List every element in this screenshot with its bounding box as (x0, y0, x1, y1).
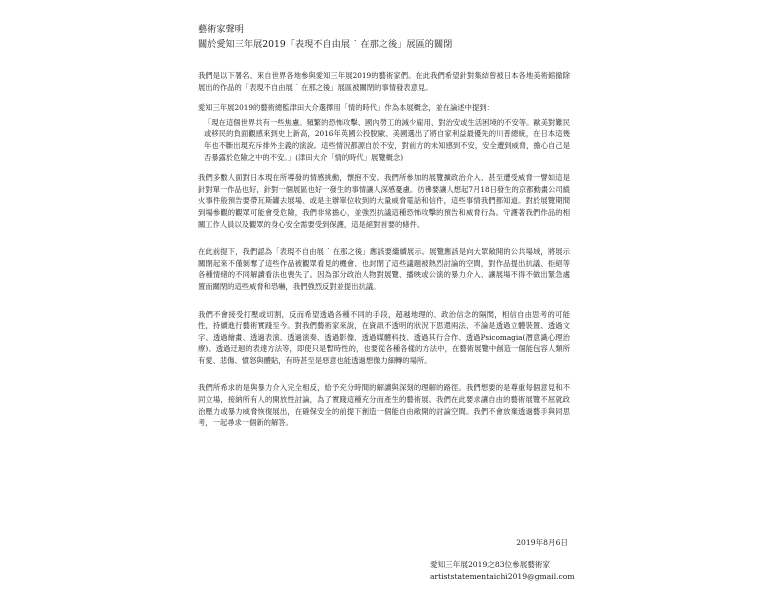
paragraph-concept-intro: 愛知三年展2019的藝術總監津田大介選擇用「情的時代」作為本展概念，並在論述中提到： (198, 103, 494, 113)
document-subtitle: 關於愛知三年展2019「表現不自由展 ˙ 在那之後」展區的關閉 (198, 39, 453, 50)
paragraph-demand: 在此前提下，我們認為「表現不自由展 ˙ 在那之後」應該要繼續展示。展覽應該是向大眾敞開的公共場域，將展示關閉起來不僅剝奪了這些作品被觀眾看見的機會、也封閉了這些議題被熱烈討論的空間，對作品提出抗議、拒絕等各種情緒的不同解讀看法也喪失了。因為部分政治人物對展覽、播映或公演的暴力介入、讓展場不得不做出緊急處置而關閉的這些威脅和恐嚇，我們強烈反對並提出抗議。 (198, 247, 570, 291)
signature-block (430, 559, 575, 582)
paragraph-conclusion: 我們所希求的是與暴力介入完全相反，給予充分時間的解讀與深刻的理解的路徑。我們想要的是尊重每個意見和不同立場，接納所有人的開放性討論，為了實踐這種充分而產生的藝術展。我們在此要求讓自由的藝術展覽不屈就政治壓力或暴力威脅恢復展出，在確保安全的前提下創造一個能自由敞開的討論空間。我們不會放棄透過藝手與同思考，一起尋求一個新的解答。 (198, 383, 570, 428)
document-title: 藝術家聲明 (198, 24, 244, 35)
paragraph-intro: 我們是以下署名、來自世界各地參與愛知三年展2019的藝術家們。在此我們希望針對集結曾被日本各地美術館撤除展出的作品的「表現不自由展 ˙ 在那之後」展區被關閉的事情發表意見。 (198, 71, 570, 92)
document-date: 2019年8月6日 (516, 538, 568, 547)
signature-name: 愛知三年展2019之83位參展藝術家 (430, 560, 551, 569)
paragraph-practice: 我們不會接受打壓或切割，反而希望透過各種不同的手段，超越地理的、政治信念的隔閡，相信自由思考的可能性，持續進行藝術實踐至今。對我們藝術家來說，在資訊不透明的狀況下思還兩法、不論是透過立體裝置、透過文字、透過繪畫、透過表演、透過演奏、透過影像、透過媒體科技、透過其行合作、透過Psicomagia(潛意識心理治療)、透過迂迴的表達方法等，即使只是暫時性的，也要從各種各樣的方法中，在藝術展覽中創造一個能包容人類所有愛、悲傷、憤怒與體貼，有時甚至是惡意也能透過想像力細轉的場所。 (198, 309, 570, 365)
document-header (198, 22, 578, 52)
document-body (198, 70, 570, 429)
paragraph-concerns: 我們多數人面對日本現在所導發的情感挑動，懷抱不安。我們所參加的展覽擴政治介入、甚至遭受威脅一譬如這是針對單一作品也好，針對一個展區也好一發生的事情讓人深感憂慮。彷彿要讓人想起7月18日發生的京都動畫公司縱火事件般預告要帶瓦斯罐去展場、或是主辦單位收到的大量威脅電話和信件，這些事情我們都知道。對於展覽期間到場參觀的觀眾可能會受危險，我們非常擔心，並強烈抗議這種恐怖攻擊的預告和威脅行為。守護著我們作品的相關工作人員以及觀眾的身心安全需要受到保護，這是絕對首要的條件。 (198, 173, 570, 229)
signature-email: artiststatementaichi2019@gmail.com (430, 571, 575, 581)
paragraph-concept-quote: 「現在這個世界共有一些焦慮。頻繁的恐怖攻擊、國內勞工的減少雇用、對治安或生活困境的不安等。歐美對難民或移民的負面觀感來到史上新高，2016年英國公投脫歐、美國選出了將自家利益最優先的川普總統，在日本這幾年也不斷出現充斥排外主義的演說。這些情況都源自於不安，對前方的未知感到不安，安全遭到威脅，擔心自己是否暴露於危險之中的不安。」(津田大介「情的時代」展覽概念) (204, 117, 570, 162)
